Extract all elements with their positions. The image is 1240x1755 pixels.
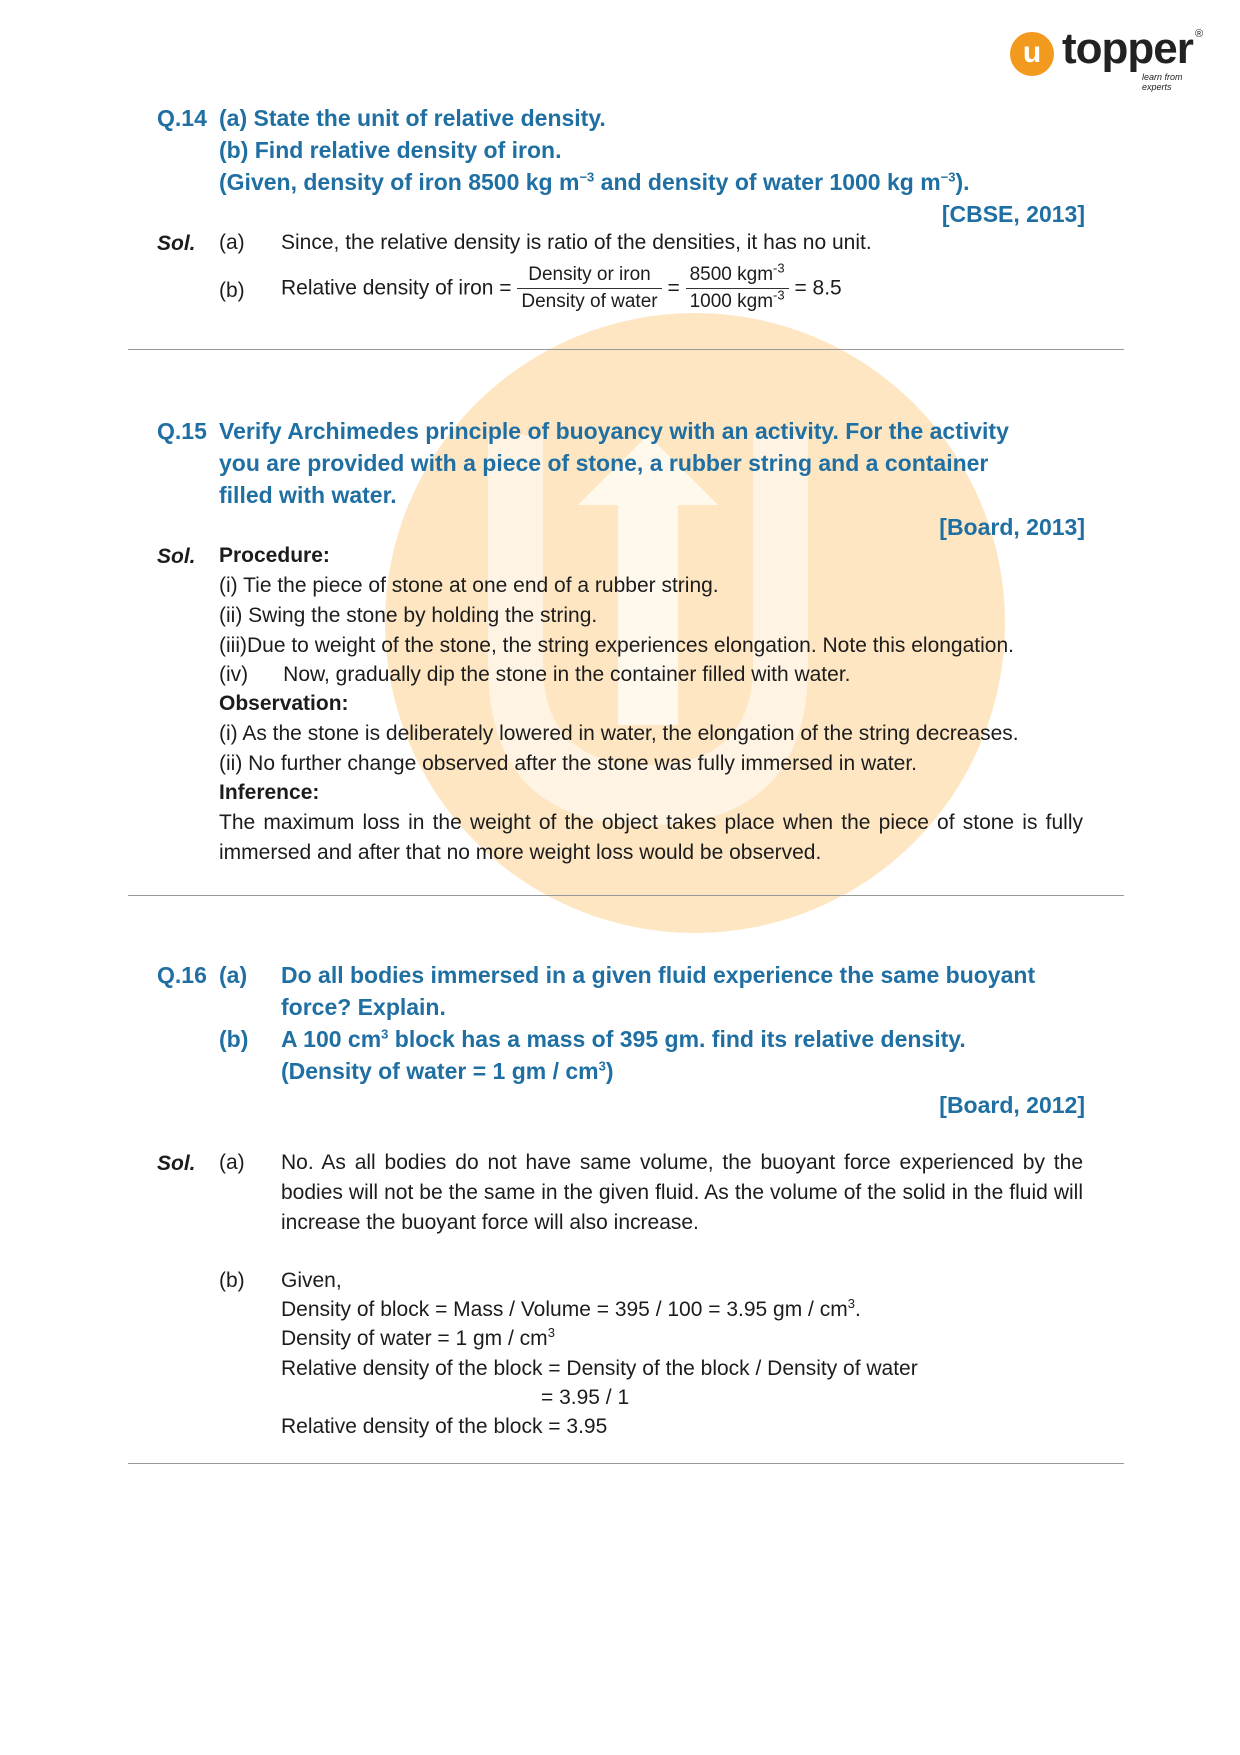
logo-registered: ®: [1195, 28, 1204, 40]
q15-question-line-2: you are provided with a piece of stone, a rubber string and a container: [219, 450, 989, 476]
divider: [128, 895, 1124, 896]
divider: [128, 1463, 1124, 1464]
brand-logo: [1010, 24, 1210, 92]
q15-observation-item: (ii) No further change observed after the stone was fully immersed in water.: [219, 752, 917, 775]
q16-number: Q.16: [157, 962, 207, 988]
q16-a-label: (a): [219, 962, 248, 988]
q15-inference-title: Inference:: [219, 781, 320, 804]
q15-observation-title: Observation:: [219, 692, 349, 715]
q16-sol-a-text: No. As all bodies do not have same volume, the buoyant force experienced by the bodies will not be the same in the given fluid. As the volume of the solid in the fluid will increase the buoyant force will also increase.: [281, 1151, 1083, 1234]
q15-observation-item: (i) As the stone is deliberately lowered in water, the elongation of the string decreases.: [219, 722, 1019, 745]
q14-given: (Given, density of iron 8500 kg $m^{-3}$ and density of water 1000 kg $m^{-3}$).: [219, 169, 970, 195]
q16-sol-b-label: (b): [219, 1269, 245, 1292]
q16-a-text: Do all bodies immersed in a given fluid experience the same buoyant force? Explain.: [281, 962, 1036, 1020]
fraction-density-values: $\frac{8500 kgm^{-3}}{1000 kgm^{-3}}$: [686, 262, 789, 315]
q15-number: Q.15: [157, 418, 207, 444]
q16-sol-b-result: Relative density of the block = 3.95: [281, 1415, 608, 1438]
logo-u-icon: u: [1010, 32, 1054, 76]
q16-b-given: (Density of water = 1 gm / $cm^3$): [281, 1058, 614, 1084]
q15-procedure-step: (iii)Due to weight of the stone, the string experiences elongation. Note this elongation.: [219, 634, 1014, 657]
q16-sol-a-label: (a): [219, 1151, 245, 1174]
q16-sol-b-given: Given,: [281, 1269, 342, 1292]
q14-sol-b-equation: Relative density of iron = $\frac{\text{Density or iron}}{\text{Density of water}}$ = $\frac{8500 kgm^{-3}}{1000 kgm^{-3}}$ = 8.5: [281, 262, 842, 315]
divider: [128, 349, 1124, 350]
q16-source: [Board, 2012]: [939, 1092, 1085, 1118]
q15-procedure-step: (iv) Now, gradually dip the stone in the container filled with water.: [219, 663, 851, 686]
q15-procedure-step: (ii) Swing the stone by holding the string.: [219, 604, 598, 627]
q14-part-a: (a) State the unit of relative density.: [219, 105, 606, 131]
q16-sol-b-line: Density of water = 1 gm / $cm^3$: [281, 1325, 555, 1350]
fraction-density-ratio: $\frac{\text{Density or iron}}{\text{Density of water}}$: [517, 262, 661, 315]
q15-question-line-1: Verify Archimedes principle of buoyancy with an activity. For the activity: [219, 418, 1009, 444]
q15-inference-text: The maximum loss in the weight of the object takes place when the piece of stone is fully immersed and after that no more weight loss would be observed.: [219, 811, 1083, 864]
logo-tagline: learn from experts: [1142, 72, 1183, 92]
q14-sol-a: Since, the relative density is ratio of the densities, it has no unit.: [281, 231, 872, 254]
q15-procedure-title: Procedure:: [219, 544, 330, 567]
q15-question-line-3: filled with water.: [219, 482, 397, 508]
q14-source: [CBSE, 2013]: [941, 201, 1085, 227]
q15-source: [Board, 2013]: [939, 514, 1085, 540]
q14-part-b: (b) Find relative density of iron.: [219, 137, 562, 163]
q14-number: Q.14: [157, 105, 207, 131]
q14-sol-a-label: (a): [219, 231, 245, 254]
q16-b-label: (b): [219, 1026, 249, 1052]
logo-wordmark: topper: [1062, 24, 1193, 73]
q16-sol-b-line: Relative density of the block = Density of the block / Density of water: [281, 1357, 918, 1380]
q14-sol-b-label: (b): [219, 279, 245, 302]
q16-b-text: A 100 $cm^3$ block has a mass of 395 gm. find its relative density.: [281, 1026, 966, 1052]
q14-sol-label: Sol.: [157, 232, 196, 255]
q16-sol-label: Sol.: [157, 1152, 196, 1175]
q16-sol-b-line: Density of block = Mass / Volume = 395 / 100 = 3.95 gm / $cm^3$.: [281, 1296, 861, 1321]
q15-procedure-step: (i) Tie the piece of stone at one end of a rubber string.: [219, 574, 719, 597]
q16-sol-b-line: = 3.95 / 1: [541, 1386, 630, 1409]
q15-sol-label: Sol.: [157, 545, 196, 568]
